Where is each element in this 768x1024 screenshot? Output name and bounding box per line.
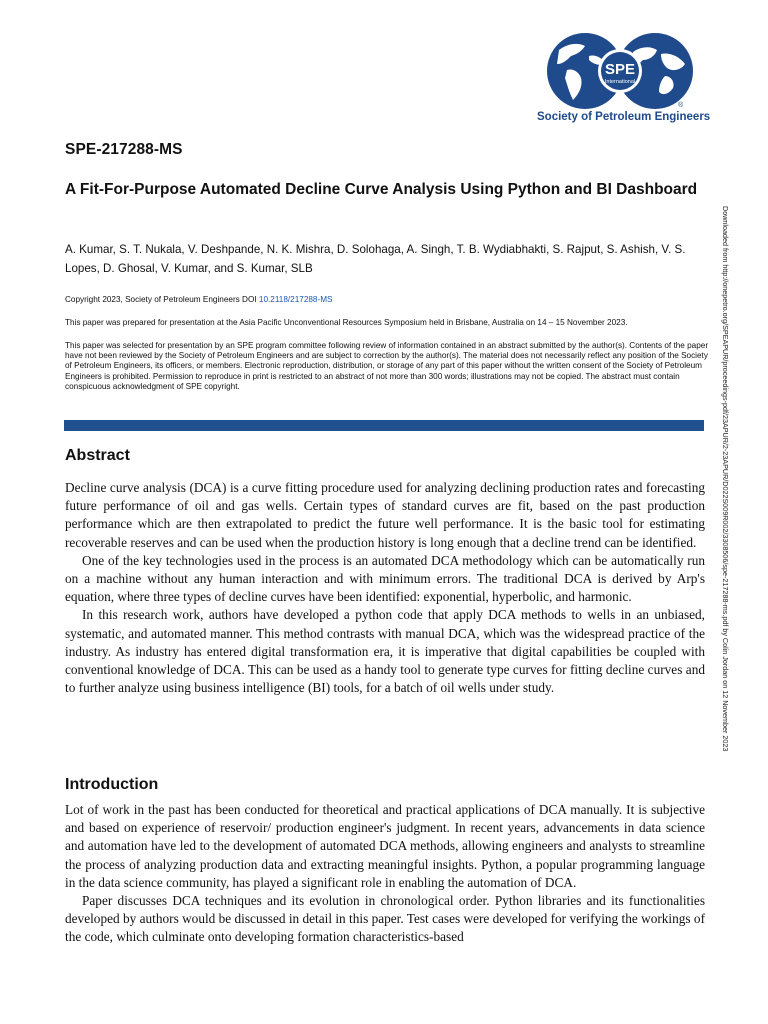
doi-link[interactable]: 10.2118/217288-MS	[258, 295, 333, 304]
abstract-body	[65, 479, 705, 697]
logo-org-name: Society of Petroleum Engineers	[537, 111, 711, 123]
author-list: A. Kumar, S. T. Nukala, V. Deshpande, N. K. Mishra, D. Solohaga, A. Singh, T. B. Wydiabhakti, S. Rajput, S. Ashish, V. S. Lopes, D. Ghosal, V. Kumar, and S. Kumar, SLB	[65, 243, 686, 275]
introduction-paragraph: Lot of work in the past has been conducted for theoretical and practical applications of DCA manually. It is subjective and based on experience of reservoir/ production engineer's judgment. In recent years, advancements in data science and automation have led to the development of automated DCA methods, allowing engineers and analysts to streamline the process of analyzing production data and extracting meaningful insights. Python, a popular programming language in the data science community, has played a significant role in enabling the automation of DCA.	[65, 802, 705, 890]
download-watermark: Downloaded from http://onepetro.org/SPEAPUR/proceedings-pdf/23APUR/2-23APUR/D022S009R002/3308506/spe-217288-ms.pdf by Colin Jordan on 12 November 2023	[721, 206, 730, 752]
registered-mark: ®	[678, 102, 684, 109]
abstract-heading: Abstract	[65, 447, 130, 464]
abstract-paragraph: One of the key technologies used in the process is an automated DCA methodology which can be automatically run on a machine without any human interaction and with minimum errors. The traditional DCA is derived by Arp's equation, where three types of decline curves have been identified: exponential, hyperbolic, and harmonic.	[65, 552, 705, 605]
logo-mark-text: SPE	[604, 61, 636, 78]
copyright-line	[65, 295, 332, 304]
abstract-paragraph: In this research work, authors have developed a python code that apply DCA methods to wells in an unbiased, systematic, and automated manner. This method contrasts with manual DCA, which was the widespread practice of the industry. As industry has entered digital transformation era, it is imperative that digital capabilities be coupled with conventional knowledge of DCA. This can be used as a handy tool to generate type curves for fitting decline curves and to further analyze using business intelligence (BI) tools, for a batch of oil wells under study.	[65, 607, 705, 696]
introduction-body	[65, 801, 705, 947]
header-divider-band	[64, 420, 704, 431]
abstract-paragraph: Decline curve analysis (DCA) is a curve fitting procedure used for analyzing declining production rates and forecasting future performance of oil and gas wells. Certain types of standard curves are fit, based on the past production performance which are then extrapolated to predict the future well performance. It is the basic tool for estimating recoverable reserves and can be used when the production history is long enough that a decline trend can be identified.	[65, 480, 705, 550]
introduction-heading: Introduction	[65, 776, 159, 793]
copyright-text: Copyright 2023, Society of Petroleum Engineers DOI	[65, 295, 257, 304]
presentation-note: This paper was prepared for presentation at the Asia Pacific Unconventional Resources Symposium held in Brisbane, Australia on 14 – 15 November 2023.	[65, 318, 628, 327]
paper-number: SPE-217288-MS	[65, 141, 183, 158]
logo-mark-subtext: International	[604, 79, 636, 85]
introduction-paragraph: Paper discusses DCA techniques and its evolution in chronological order. Python libraries and its functionalities developed by authors would be discussed in detail in this paper. Test cases were developed for verifying the workings of the code, which culminate onto developing formation characteristics-based	[65, 893, 705, 945]
paper-title: A Fit-For-Purpose Automated Decline Curve Analysis Using Python and BI Dashboard	[65, 181, 698, 198]
copyright-notice: This paper was selected for presentation by an SPE program committee following review of information contained in an abstract submitted by the author(s). Contents of the paper have not been reviewed by the Society of Petroleum Engineers and are subject to correction by the author(s). The material does not necessarily reflect any position of the Society of Petroleum Engineers, its officers, or members. Electronic reproduction, distribution, or storage of any part of this paper without the written consent of the Society of Petroleum Engineers is prohibited. Permission to reproduce in print is restricted to an abstract of not more than 300 words; illustrations may not be copied. The abstract must contain conspicuous acknowledgment of SPE copyright.	[65, 341, 709, 391]
